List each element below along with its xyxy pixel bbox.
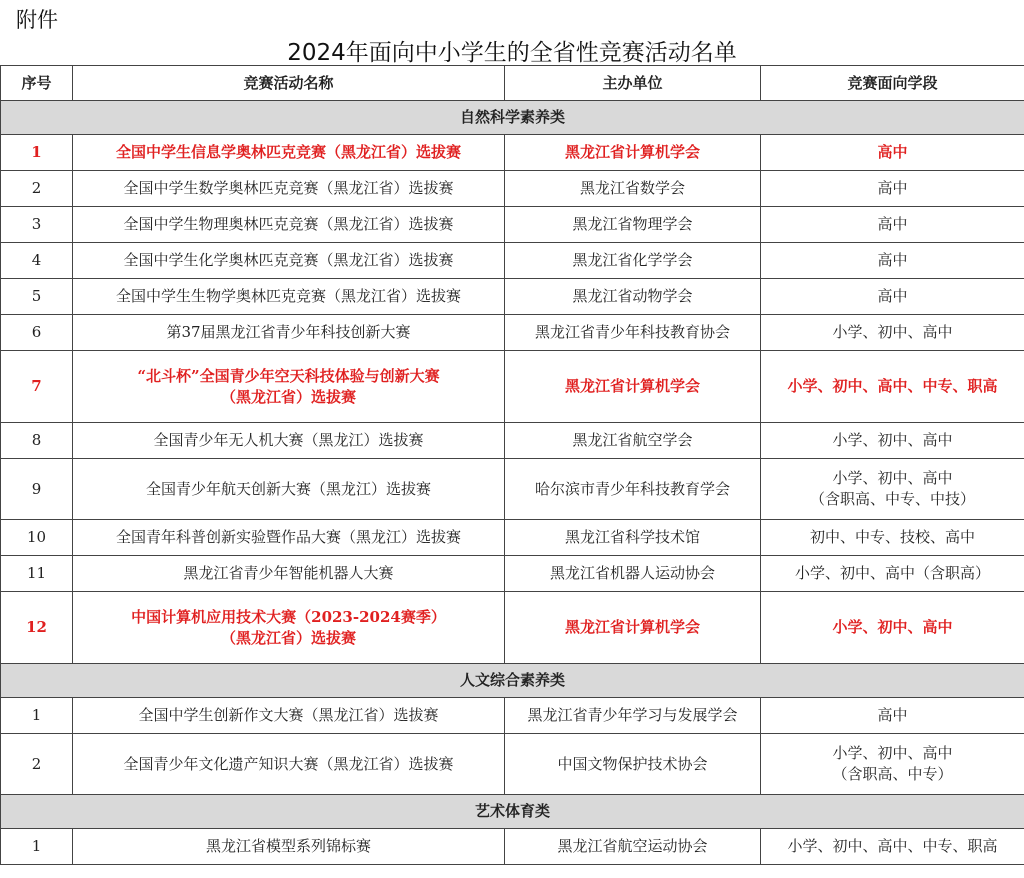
table-row xyxy=(1,207,1024,243)
row-number: 10 xyxy=(1,520,73,556)
competition-table xyxy=(0,65,1024,865)
school-level-line: 高中 xyxy=(877,287,908,305)
table-row xyxy=(1,829,1024,865)
page-title: 2024年面向中小学生的全省性竞赛活动名单 xyxy=(287,40,737,66)
competition-name-line: （黑龙江省）选拔赛 xyxy=(220,628,356,647)
competition-name xyxy=(73,459,505,520)
competition-name-line: 全国中学生生物学奥林匹克竞赛（黑龙江省）选拔赛 xyxy=(115,287,461,305)
competition-name-line: 全国青少年无人机大赛（黑龙江）选拔赛 xyxy=(153,431,424,449)
table-row xyxy=(1,135,1024,171)
row-number: 12 xyxy=(1,592,73,664)
school-level xyxy=(761,171,1024,207)
school-level xyxy=(761,243,1024,279)
school-level xyxy=(761,315,1024,351)
competition-name xyxy=(73,171,505,207)
school-level-line: （含职高、中专） xyxy=(832,765,953,783)
row-number: 5 xyxy=(1,279,73,315)
competition-name-line: 全国中学生创新作文大赛（黑龙江省）选拔赛 xyxy=(138,706,439,724)
table-row xyxy=(1,279,1024,315)
competition-name xyxy=(73,829,505,865)
table-row xyxy=(1,520,1024,556)
school-level xyxy=(761,829,1024,865)
competition-name-line: 全国中学生数学奥林匹克竞赛（黑龙江省）选拔赛 xyxy=(123,179,454,197)
section-title: 自然科学素养类 xyxy=(1,101,1024,135)
school-level xyxy=(761,279,1024,315)
school-level-line: 小学、初中、高中 xyxy=(832,431,953,449)
competition-name xyxy=(73,135,505,171)
school-level-line: 小学、初中、高中、中专、职高 xyxy=(787,837,998,855)
school-level xyxy=(761,351,1024,423)
organizer: 黑龙江省科学技术馆 xyxy=(505,520,761,556)
school-level xyxy=(761,734,1024,795)
organizer: 哈尔滨市青少年科技教育学会 xyxy=(505,459,761,520)
competition-name-line: 黑龙江省模型系列锦标赛 xyxy=(205,837,371,855)
competition-name xyxy=(73,520,505,556)
organizer: 黑龙江省计算机学会 xyxy=(505,592,761,664)
competition-name-line: 全国中学生化学奥林匹克竞赛（黑龙江省）选拔赛 xyxy=(123,251,454,269)
school-level xyxy=(761,520,1024,556)
competition-name-line: 黑龙江省青少年智能机器人大赛 xyxy=(183,564,394,582)
organizer: 黑龙江省化学学会 xyxy=(505,243,761,279)
school-level-line: 小学、初中、高中 xyxy=(832,469,953,487)
row-number: 2 xyxy=(1,171,73,207)
column-header-name: 竞赛活动名称 xyxy=(73,66,505,101)
school-level xyxy=(761,556,1024,592)
competition-name xyxy=(73,698,505,734)
school-level-line: 小学、初中、高中、中专、职高 xyxy=(787,377,998,395)
section-title: 艺术体育类 xyxy=(1,795,1024,829)
competition-name xyxy=(73,734,505,795)
school-level-line: 小学、初中、高中 xyxy=(832,323,953,341)
competition-name-line: 全国青少年航天创新大赛（黑龙江）选拔赛 xyxy=(145,479,431,498)
table-row xyxy=(1,243,1024,279)
school-level xyxy=(761,698,1024,734)
organizer: 黑龙江省航空运动协会 xyxy=(505,829,761,865)
table-row xyxy=(1,556,1024,592)
competition-name-line: “北斗杯”全国青少年空天科技体验与创新大赛 xyxy=(137,366,440,385)
row-number: 6 xyxy=(1,315,73,351)
table-row xyxy=(1,459,1024,520)
organizer: 黑龙江省计算机学会 xyxy=(505,135,761,171)
organizer: 黑龙江省计算机学会 xyxy=(505,351,761,423)
organizer: 黑龙江省动物学会 xyxy=(505,279,761,315)
competition-name-line: 全国青少年文化遗产知识大赛（黑龙江省）选拔赛 xyxy=(123,754,454,773)
organizer: 黑龙江省青少年科技教育协会 xyxy=(505,315,761,351)
row-number: 4 xyxy=(1,243,73,279)
competition-name xyxy=(73,556,505,592)
row-number: 8 xyxy=(1,423,73,459)
school-level xyxy=(761,135,1024,171)
table-row xyxy=(1,423,1024,459)
organizer: 黑龙江省数学会 xyxy=(505,171,761,207)
competition-name-line: 全国中学生物理奥林匹克竞赛（黑龙江省）选拔赛 xyxy=(123,215,454,233)
competition-name xyxy=(73,423,505,459)
competition-name-line: 第37届黑龙江省青少年科技创新大赛 xyxy=(166,323,411,341)
table-row xyxy=(1,315,1024,351)
organizer: 黑龙江省青少年学习与发展学会 xyxy=(505,698,761,734)
school-level-line: 高中 xyxy=(877,179,908,197)
table-row xyxy=(1,592,1024,664)
row-number: 1 xyxy=(1,829,73,865)
column-header-no: 序号 xyxy=(1,66,73,101)
column-header-organizer: 主办单位 xyxy=(505,66,761,101)
competition-name-line: 全国中学生信息学奥林匹克竞赛（黑龙江省）选拔赛 xyxy=(115,143,461,161)
table-row xyxy=(1,734,1024,795)
table-header-row xyxy=(1,66,1024,101)
school-level-line: 高中 xyxy=(877,251,908,269)
organizer: 中国文物保护技术协会 xyxy=(505,734,761,795)
row-number: 7 xyxy=(1,351,73,423)
competition-name-line: 中国计算机应用技术大赛（2023-2024赛季） xyxy=(131,607,446,626)
competition-name xyxy=(73,351,505,423)
competition-name-line: 全国青年科普创新实验暨作品大赛（黑龙江）选拔赛 xyxy=(115,528,461,546)
row-number: 3 xyxy=(1,207,73,243)
organizer: 黑龙江省物理学会 xyxy=(505,207,761,243)
competition-name-line: （黑龙江省）选拔赛 xyxy=(220,387,356,406)
school-level xyxy=(761,592,1024,664)
row-number: 1 xyxy=(1,698,73,734)
school-level-line: 高中 xyxy=(877,215,908,233)
school-level-line: 小学、初中、高中（含职高） xyxy=(794,564,990,582)
competition-name xyxy=(73,592,505,664)
organizer: 黑龙江省航空学会 xyxy=(505,423,761,459)
row-number: 9 xyxy=(1,459,73,520)
school-level-line: 初中、中专、技校、高中 xyxy=(809,528,975,546)
school-level xyxy=(761,459,1024,520)
table-body xyxy=(1,101,1024,865)
section-row xyxy=(1,795,1024,829)
section-row xyxy=(1,101,1024,135)
section-row xyxy=(1,664,1024,698)
competition-name xyxy=(73,243,505,279)
school-level-line: 高中 xyxy=(877,706,908,724)
school-level-line: 小学、初中、高中 xyxy=(832,744,953,762)
school-level-line: 高中 xyxy=(877,143,908,161)
table-row xyxy=(1,171,1024,207)
organizer: 黑龙江省机器人运动协会 xyxy=(505,556,761,592)
row-number: 2 xyxy=(1,734,73,795)
school-level xyxy=(761,207,1024,243)
row-number: 1 xyxy=(1,135,73,171)
section-title: 人文综合素养类 xyxy=(1,664,1024,698)
competition-name xyxy=(73,207,505,243)
school-level xyxy=(761,423,1024,459)
competition-name xyxy=(73,315,505,351)
column-header-level: 竞赛面向学段 xyxy=(761,66,1024,101)
table-row xyxy=(1,698,1024,734)
school-level-line: （含职高、中专、中技） xyxy=(809,490,975,508)
competition-name xyxy=(73,279,505,315)
row-number: 11 xyxy=(1,556,73,592)
table-row xyxy=(1,351,1024,423)
attachment-label: 附件 xyxy=(16,8,58,32)
school-level-line: 小学、初中、高中 xyxy=(832,618,953,636)
